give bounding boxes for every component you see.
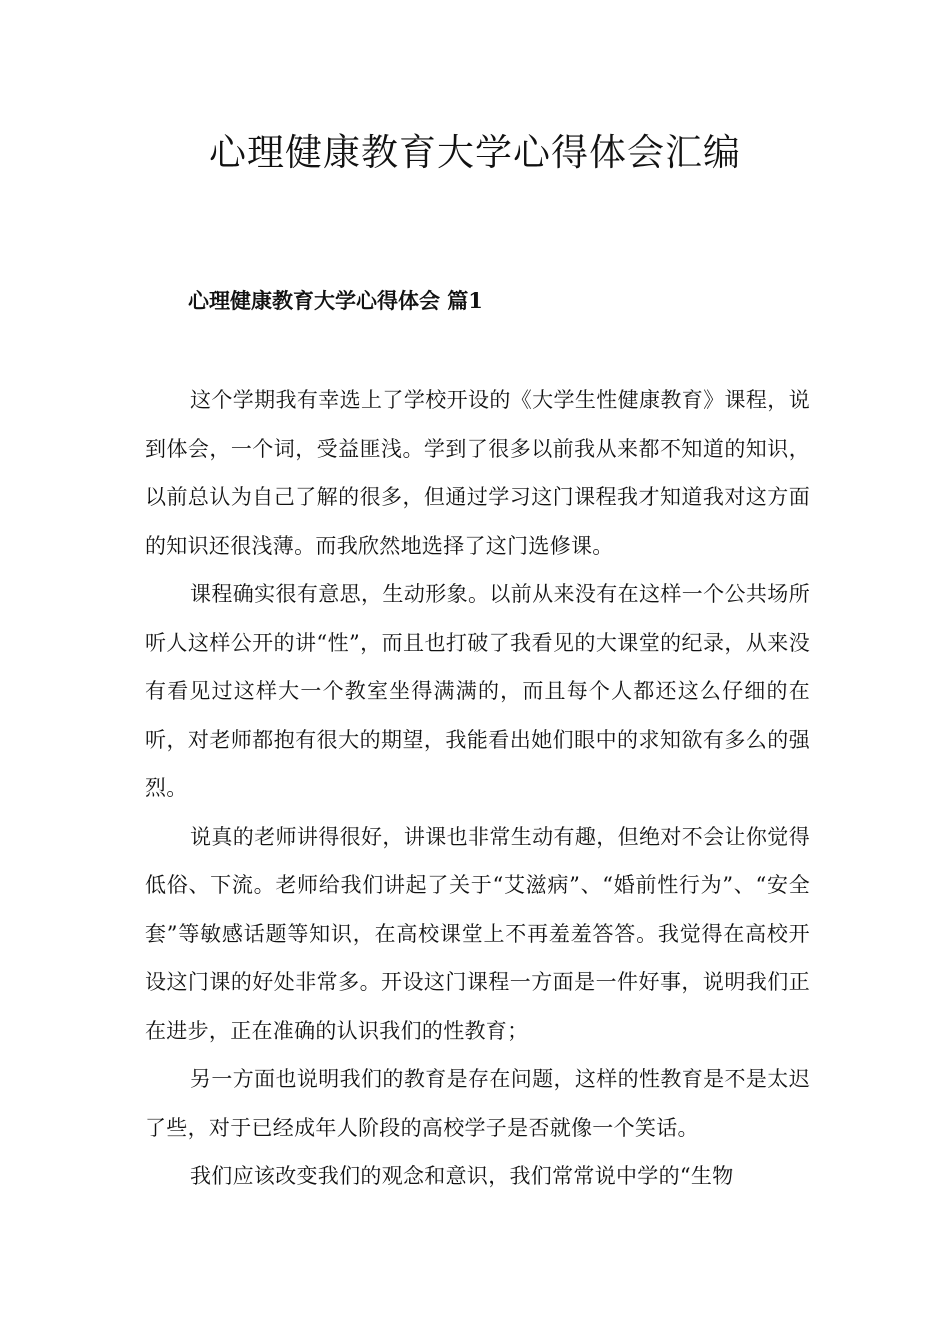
document-title: 心理健康教育大学心得体会汇编 (209, 131, 741, 174)
document-body (145, 376, 810, 1201)
paragraph: 另一方面也说明我们的教育是存在问题，这样的性教育是不是太迟了些，对于已经成年人阶段的高校学子是否就像一个笑话。 (145, 1067, 810, 1140)
paragraph: 这个学期我有幸选上了学校开设的《大学生性健康教育》课程，说到体会，一个词，受益匪浅。学到了很多以前我从来都不知道的知识，以前总认为自己了解的很多，但通过学习这门课程我才知道我对这方面的知识还很浅薄。而我欣然地选择了这门选修课。 (145, 388, 810, 558)
paragraph: 说真的老师讲得很好，讲课也非常生动有趣，但绝对不会让你觉得低俗、下流。老师给我们讲起了关于“艾滋病”、“婚前性行为”、“安全套”等敏感话题等知识，在高校课堂上不再羞羞答答。我觉得在高校开设这门课的好处非常多。开设这门课程一方面是一件好事，说明我们正在进步，正在准确的认识我们的性教育； (145, 824, 810, 1043)
paragraph: 我们应该改变我们的观念和意识，我们常常说中学的“生物 (190, 1164, 734, 1188)
section-heading: 心理健康教育大学心得体会 篇1 (188, 288, 483, 313)
paragraph: 课程确实很有意思，生动形象。以前从来没有在这样一个公共场所听人这样公开的讲“性”，而且也打破了我看见的大课堂的纪录，从来没有看见过这样大一个教室坐得满满的，而且每个人都还这么仔细的在听，对老师都抱有很大的期望，我能看出她们眼中的求知欲有多么的强烈。 (145, 582, 810, 800)
